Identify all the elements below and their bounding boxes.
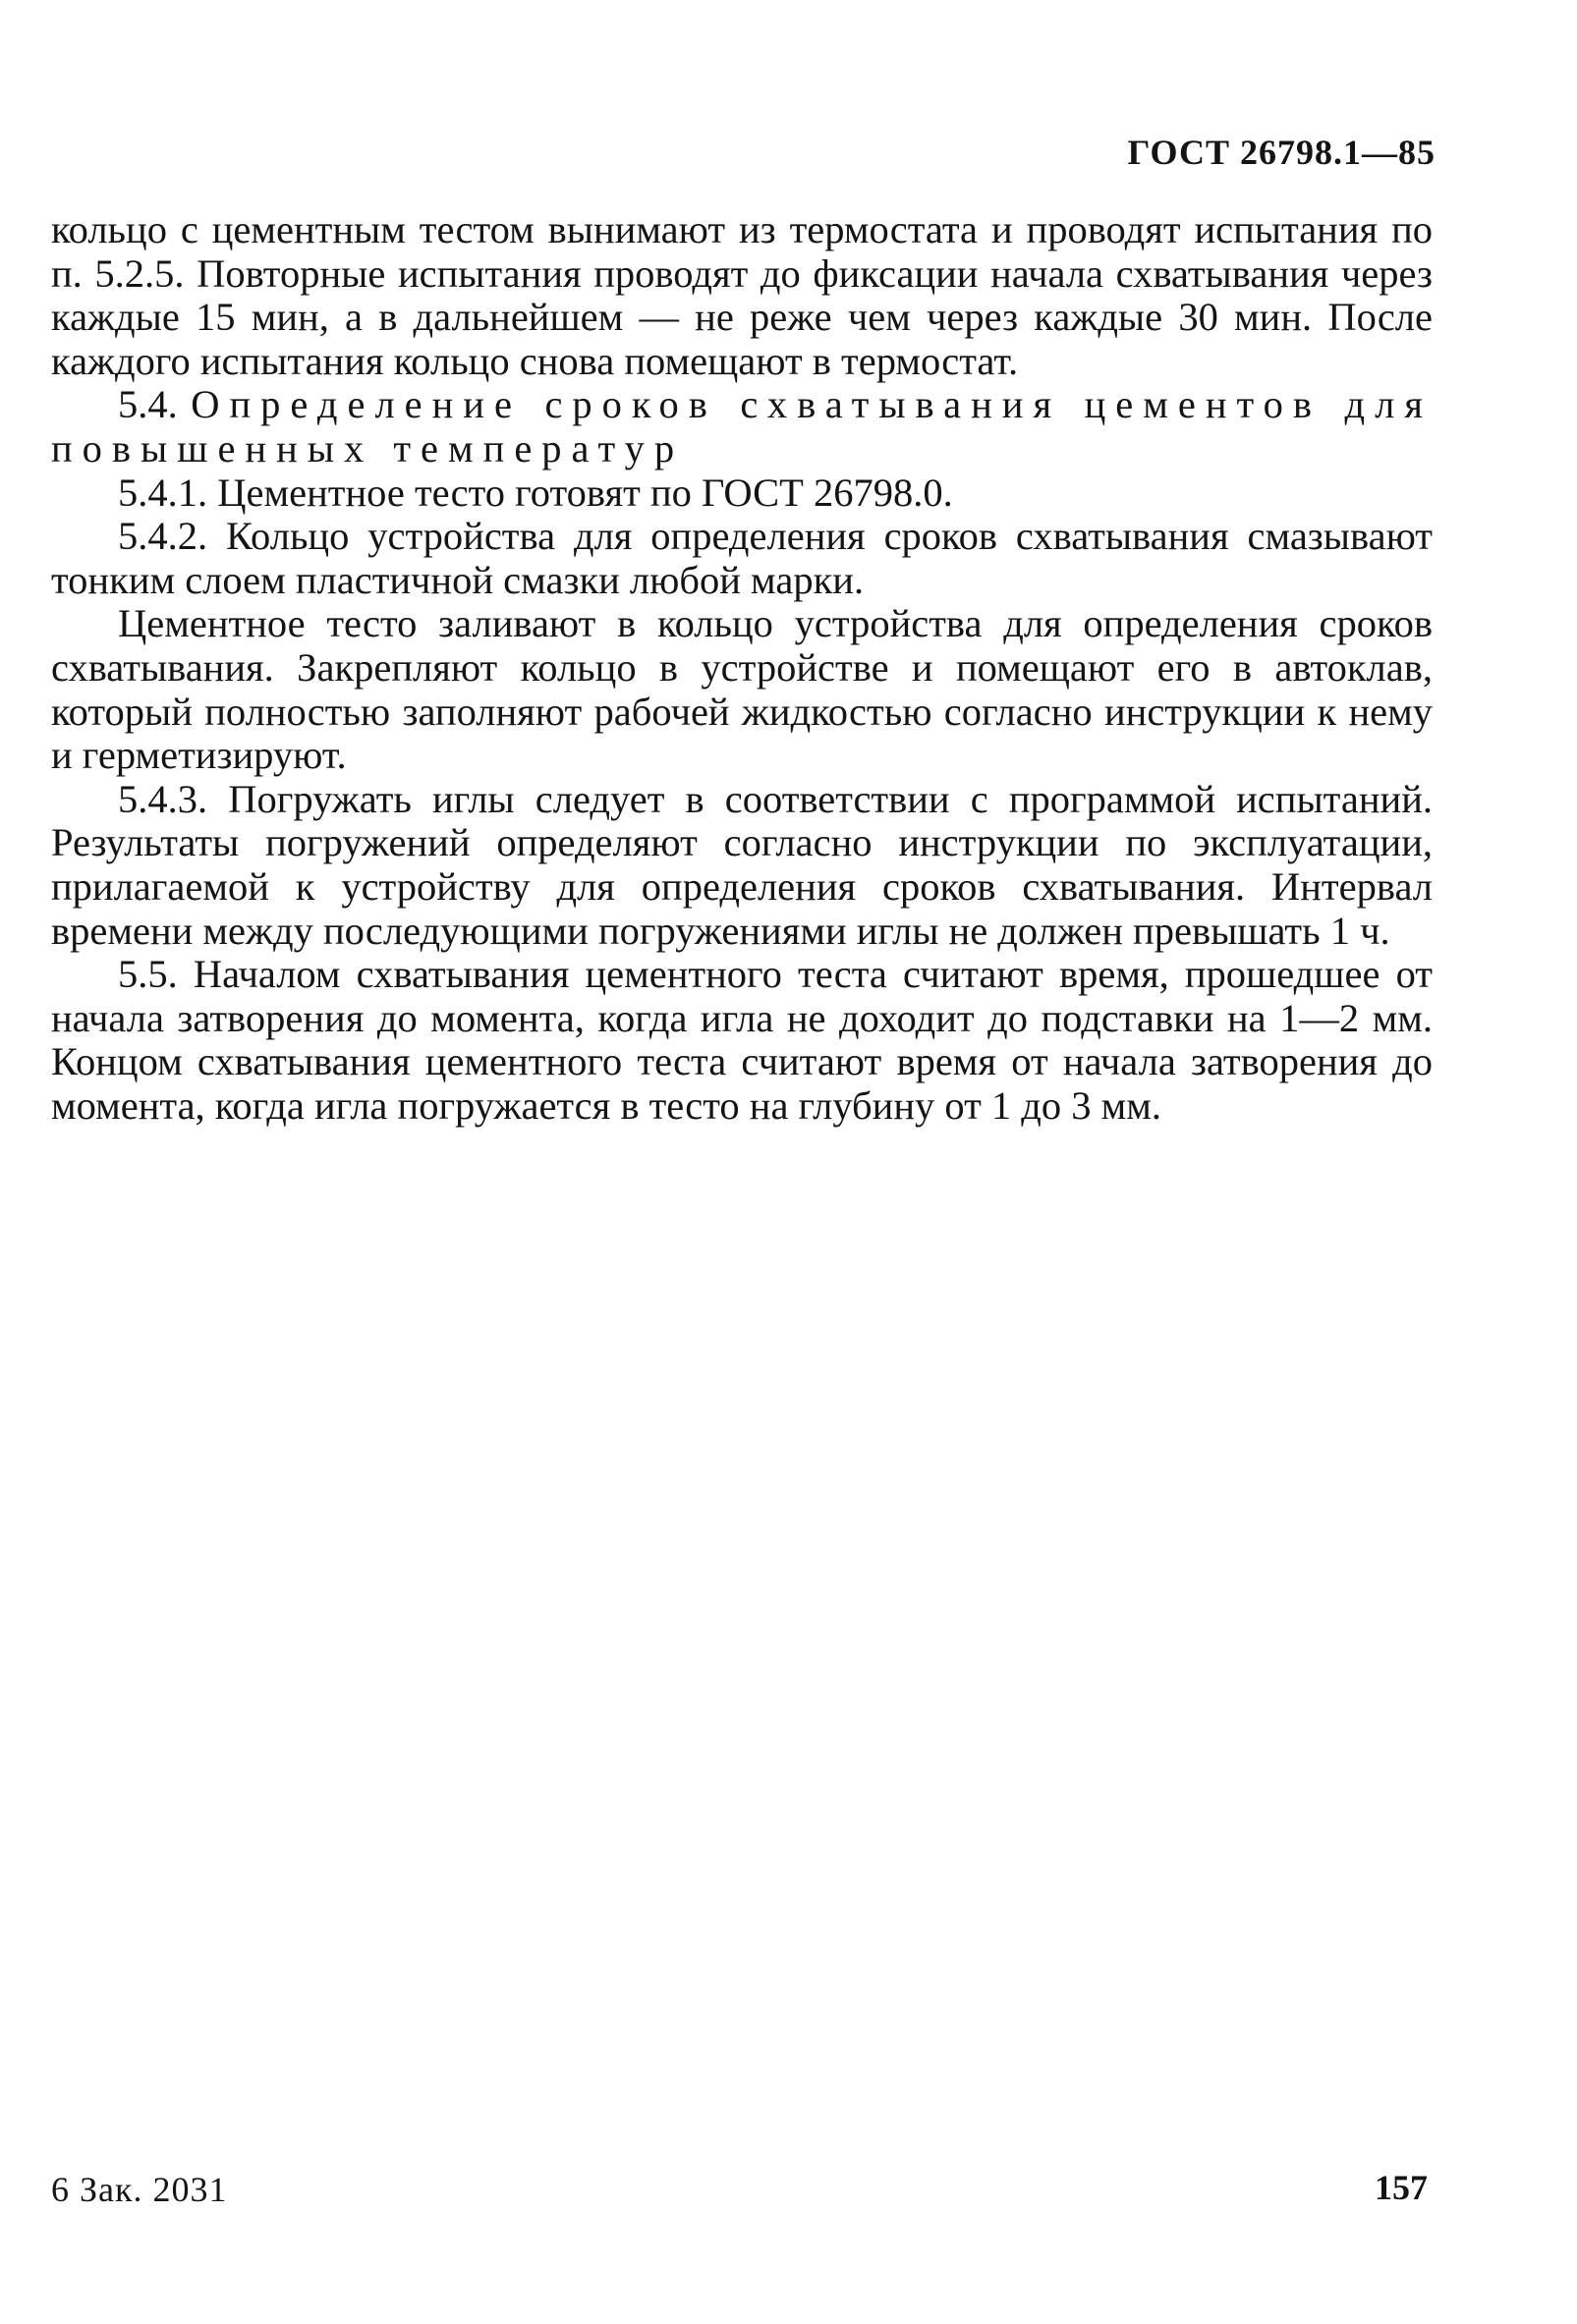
paragraph-5-4-2: 5.4.2. Кольцо устройства для определения сроков схватывания смазывают тонким слоем пластичной смазки любой марки. xyxy=(51,514,1433,602)
document-header: ГОСТ 26798.1—85 xyxy=(1127,133,1436,172)
document-body xyxy=(51,208,1433,1128)
page-number: 157 xyxy=(1375,2168,1428,2207)
footer-order-number: 6 Зак. 2031 xyxy=(51,2170,228,2209)
paragraph-ring-testing: кольцо с цементным тестом вынимают из термостата и проводят испытания по п. 5.2.5. Повторные испытания проводят до фиксации начала схватывания через каждые 15 мин, а в дальнейшем — не реже чем через каждые 30 мин. После каждого испытания кольцо снова помещают в термостат. xyxy=(51,207,1433,383)
section-5-4-number: 5.4. xyxy=(118,382,178,427)
section-5-4-heading xyxy=(51,383,1433,470)
paragraph-5-5: 5.5. Началом схватывания цементного теста считают время, прошедшее от начала затворения до момента, когда игла не доходит до подставки на 1—2 мм. Концом схватывания цементного теста считают время от начала затворения до момента, когда игла погружается в тесто на глубину от 1 до 3 мм. xyxy=(51,952,1433,1128)
section-5-4-title: Определение сроков схватывания цементов для повышенных температур xyxy=(51,382,1433,470)
paragraph-5-4-2-continued: Цементное тесто заливают в кольцо устройства для определения сроков схватывания. Закрепляют кольцо в устройстве и помещают его в автоклав, который полностью заполняют рабочей жидкостью согласно инструкции к нему и герметизируют. xyxy=(51,601,1433,778)
paragraph-5-4-3: 5.4.3. Погружать иглы следует в соответствии с программой испытаний. Результаты погружений определяют согласно инструкции по эксплуатации, прилагаемой к устройству для определения сроков схватывания. Интервал времени между последующими погружениями иглы не должен превышать 1 ч. xyxy=(51,776,1433,953)
paragraph-5-4-1: 5.4.1. Цементное тесто готовят по ГОСТ 26798.0. xyxy=(118,470,953,515)
